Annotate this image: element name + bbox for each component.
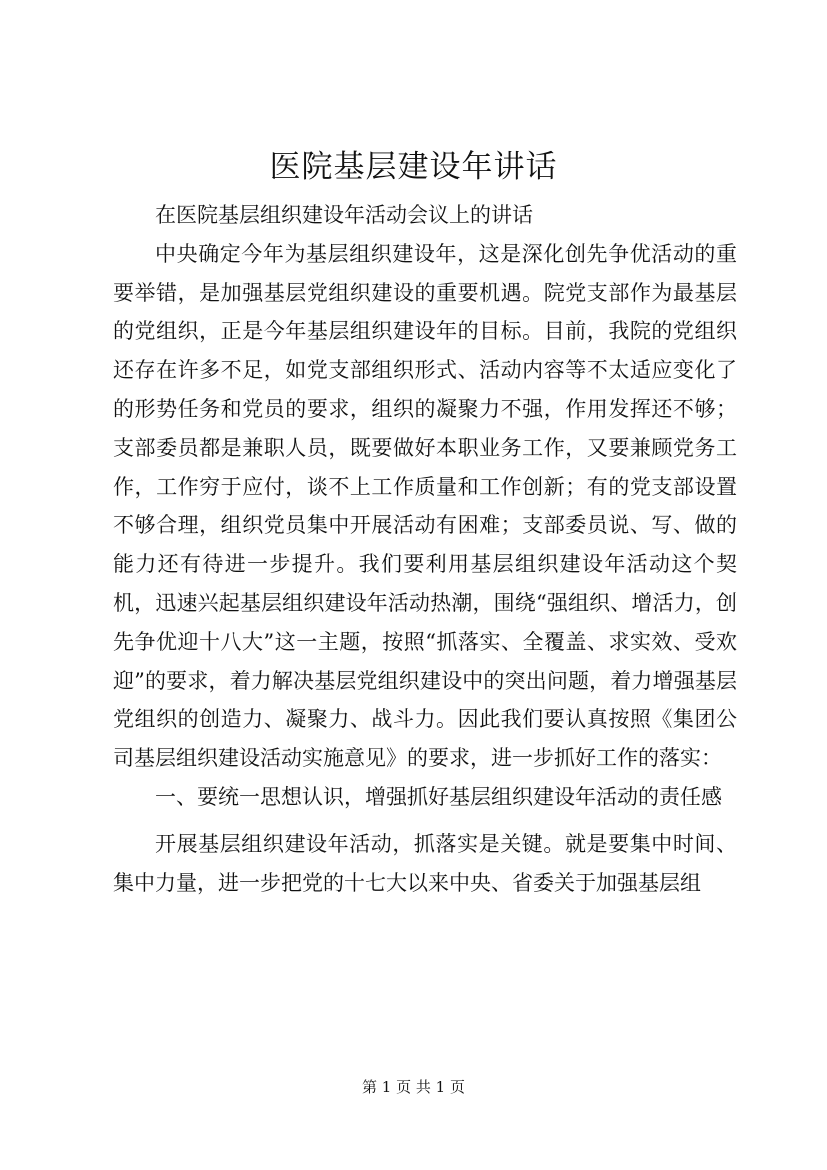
document-body <box>113 196 737 902</box>
page-number: 第 1 页 共 1 页 <box>362 1078 465 1096</box>
paragraph-1: 中央确定今年为基层组织建设年，这是深化创先争优活动的重要举错，是加强基层党组织建设的重要机遇。院党支部作为最基层的党组织，正是今年基层组织建设年的目标。目前，我院的党组织还存在许多不足，如党支部组织形式、活动内容等不太适应变化了的形势任务和党员的要求，组织的凝聚力不强，作用发挥还不够；支部委员都是兼职人员，既要做好本职业务工作，又要兼顾党务工作，工作穷于应付，谈不上工作质量和工作创新；有的党支部设置不够合理，组织党员集中开展活动有困难；支部委员说、写、做的能力还有待进一步提升。我们要利用基层组织建设年活动这个契机，迅速兴起基层组织建设年活动热潮，围绕“强组织、增活力，创先争优迎十八大”这一主题，按照“抓落实、全覆盖、求实效、受欢迎”的要求，着力解决基层党组织建设中的突出问题，着力增强基层党组织的创造力、凝聚力、战斗力。因此我们要认真按照《集团公司基层组织建设活动实施意见》的要求，进一步抓好工作的落实： <box>113 241 737 771</box>
document-title: 医院基层建设年讲话 <box>269 149 558 185</box>
section-heading-1: 一、要统一思想认识，增强抓好基层组织建设年活动的责任感 <box>155 784 722 809</box>
paragraph-2: 开展基层组织建设年活动，抓落实是关键。就是要集中时间、集中力量，进一步把党的十七大以来中央、省委关于加强基层组 <box>113 831 737 895</box>
document-subtitle: 在医院基层组织建设年活动会议上的讲话 <box>155 203 533 227</box>
